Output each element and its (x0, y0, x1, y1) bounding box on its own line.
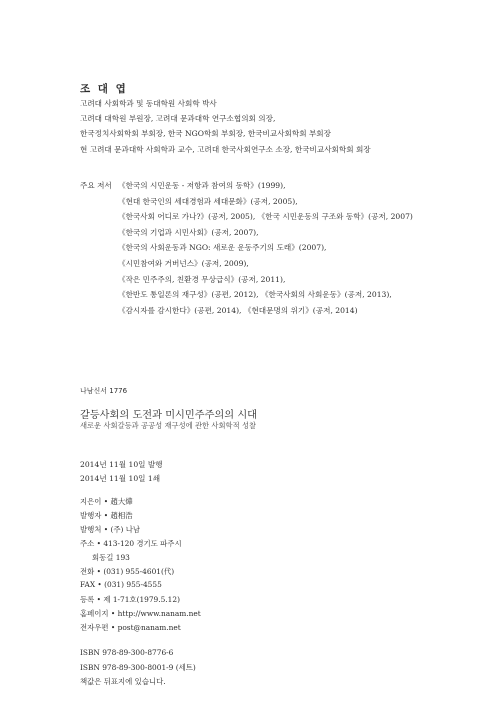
author-bio-line: 한국정치사회학회 부회장, 한국 NGO학회 부회장, 한국비교사회학회 부회장 (80, 129, 331, 138)
work-item: 《한국사회 어디로 가나?》(공저, 2005), 《한국 시민운동의 구조와 동학》(공저, 2007) (118, 212, 413, 221)
author-bio-line: 현 고려대 문과대학 사회학과 교수, 고려대 한국사회연구소 소장, 한국비교사회학회 회장 (80, 145, 371, 154)
works-label: 주요 저서 (80, 181, 112, 190)
colophon-email: 전자우편 • post@nanam.net (80, 623, 181, 632)
colophon-company: 발행처 • (주) 나남 (80, 525, 141, 534)
work-item: 《한반도 통일론의 재구성》(공편, 2012), 《한국사회의 사회운동》(공저, 2013), (118, 290, 392, 299)
colophon-author: 지은이 • 趙大燁 (80, 497, 133, 506)
isbn-set-line: ISBN 978-89-300-8001-9 (세트) (80, 663, 196, 672)
author-name: 조 대 엽 (80, 83, 128, 95)
colophon-address: 주소 • 413-120 경기도 파주시 (80, 539, 182, 548)
work-item: 《현대 한국인의 세대경험과 세대문화》(공저, 2005), (118, 197, 298, 206)
isbn-line: ISBN 978-89-300-8776-6 (80, 648, 174, 657)
colophon-fax: FAX • (031) 955-4555 (80, 580, 162, 589)
colophon-homepage: 홈페이지 • http://www.nanam.net (80, 609, 201, 618)
book-subtitle: 새로운 사회갈등과 공공성 재구성에 관한 사회학적 성찰 (80, 421, 257, 430)
book-title: 갈등사회의 도전과 미시민주주의의 시대 (80, 410, 258, 421)
price-note: 책값은 뒤표지에 있습니다. (80, 677, 166, 686)
edition-date: 2014년 11월 10일 1쇄 (80, 474, 161, 483)
publication-date: 2014년 11월 10일 발행 (80, 460, 163, 469)
work-item: 《작은 민주주의, 친환경 무상급식》(공저, 2011), (118, 275, 286, 284)
work-item: 《감시자를 감시한다》(공편, 2014), 《현대문명의 위기》(공저, 2014) (118, 306, 358, 315)
colophon-publisher: 발행자 • 趙相浩 (80, 511, 133, 520)
colophon-registration: 등록 • 제 1-71호(1979.5.12) (80, 595, 180, 604)
author-bio-line: 고려대 사회학과 및 동대학원 사회학 박사 (80, 99, 217, 108)
work-item: 《한국의 시민운동 - 저항과 참여의 동학》(1999), (118, 181, 286, 190)
colophon-address: 회동길 193 (92, 553, 130, 562)
author-bio-line: 고려대 대학원 부원장, 고려대 문과대학 연구소협의회 의장, (80, 114, 276, 123)
work-item: 《한국의 사회운동과 NGO: 새로운 운동주기의 도래》(2007), (118, 243, 327, 252)
series-label: 나남신서 1776 (80, 387, 128, 395)
work-item: 《한국의 기업과 시민사회》(공저, 2007), (118, 228, 259, 237)
colophon-phone: 전화 • (031) 955-4601(代) (80, 567, 175, 576)
work-item: 《시민참여와 거버넌스》(공저, 2009), (118, 259, 249, 268)
